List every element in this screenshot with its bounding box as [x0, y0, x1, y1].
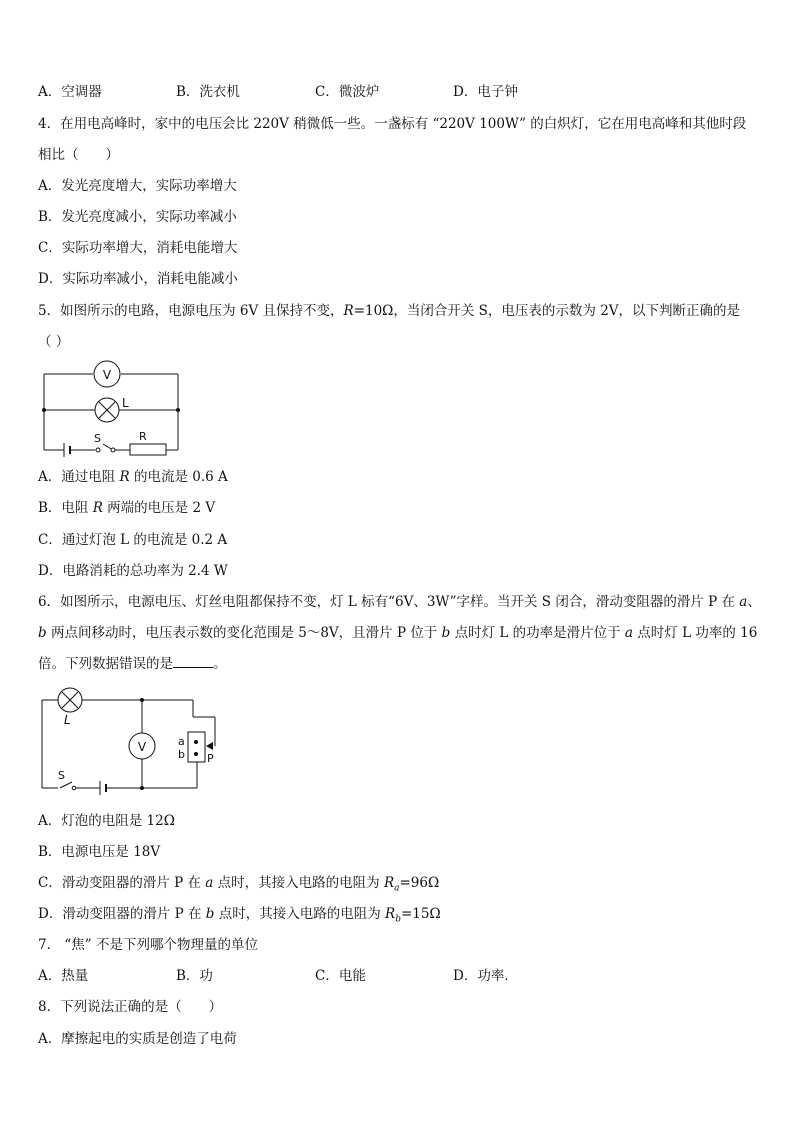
- q6-slider-label: P: [207, 752, 214, 765]
- q5-stem-line2: （ ）: [38, 334, 70, 350]
- q5-resistor-label: R: [139, 430, 147, 443]
- q6-lamp-label: L: [64, 713, 71, 727]
- q5-switch-label: S: [94, 432, 101, 445]
- q6-stem-line2: b 两点间移动时，电压表示数的变化范围是 5～8V，且滑片 P 位于 b 点时灯 L 的功率是滑片位于 a 点时灯 L 功率的 16: [38, 625, 758, 641]
- q6-stem-line3: 倍。下列数据错误的是 。: [38, 656, 227, 672]
- q6-option-d: D．滑动变阻器的滑片 P 在 b 点时，其接入电路的电阻为 $R_b=15\Omega$: [38, 906, 441, 925]
- q8-option-a: A．摩擦起电的实质是创造了电荷: [38, 1031, 237, 1047]
- q6-voltmeter-label: V: [137, 740, 147, 754]
- q4-stem-line1: 4．在用电高峰时，家中的电压会比 220V 稍微低一些。一盏标有 “220V 100W” 的白炽灯，它在用电高峰和其他时段: [38, 116, 747, 132]
- q7-option-c: C．电能: [315, 968, 366, 984]
- q6-stem-line1: 6．如图所示，电源电压、灯丝电阻都保持不变，灯 L 标有“6V、3W”字样。当开关 S 闭合，滑动变阻器的滑片 P 在 a、: [38, 594, 761, 610]
- q6-switch-icon: [60, 782, 76, 790]
- q6-switch-label: S: [58, 769, 65, 782]
- q5-voltmeter-label: V: [102, 368, 112, 382]
- q4-option-b: B．发光亮度减小，实际功率减小: [38, 209, 237, 225]
- q6-option-b: B．电源电压是 18V: [38, 844, 161, 860]
- q6-point-a-label: a: [178, 735, 185, 748]
- q5-option-c: C．通过灯泡 L 的电流是 0.2 A: [38, 532, 228, 548]
- q4-stem-line2: 相比（ ）: [38, 147, 119, 163]
- q5-option-a: A．通过电阻 R 的电流是 0.6 A: [38, 469, 228, 485]
- q7-option-d: D．功率．: [453, 968, 518, 984]
- q3-option-b: B．洗衣机: [176, 84, 240, 100]
- q6-point-b-label: b: [178, 748, 185, 761]
- q5-option-b: B．电阻 R 两端的电压是 2 V: [38, 500, 216, 516]
- q8-stem: 8．下列说法正确的是（ ）: [38, 999, 223, 1015]
- q3-option-d: D．电子钟: [453, 84, 518, 100]
- q5-lamp-label: L: [122, 396, 129, 410]
- q4-option-c: C．实际功率增大，消耗电能增大: [38, 240, 238, 256]
- q6-option-a: A．灯泡的电阻是 12Ω: [38, 813, 175, 829]
- q7-option-a: A．热量: [38, 968, 89, 984]
- q6-lamp-icon: [58, 688, 82, 712]
- q3-option-c: C．微波炉: [315, 84, 380, 100]
- q6-option-c: C．滑动变阻器的滑片 P 在 a 点时，其接入电路的电阻为 $R_a=96\Omega$: [38, 875, 440, 894]
- q7-option-b: B．功: [176, 968, 213, 984]
- q5-stem-line1: 5．如图所示的电路，电源电压为 6V 且保持不变，R=10Ω，当闭合开关 S，电压表的示数为 2V，以下判断正确的是: [38, 303, 741, 319]
- q6-battery-icon: [100, 781, 106, 795]
- q4-option-d: D．实际功率减小，消耗电能减小: [38, 271, 238, 287]
- q3-option-a: A．空调器: [38, 84, 102, 100]
- q4-option-a: A．发光亮度增大，实际功率增大: [38, 178, 237, 194]
- q5-option-d: D．电路消耗的总功率为 2.4 W: [38, 563, 228, 579]
- q7-stem: 7． “焦” 不是下列哪个物理量的单位: [38, 937, 258, 953]
